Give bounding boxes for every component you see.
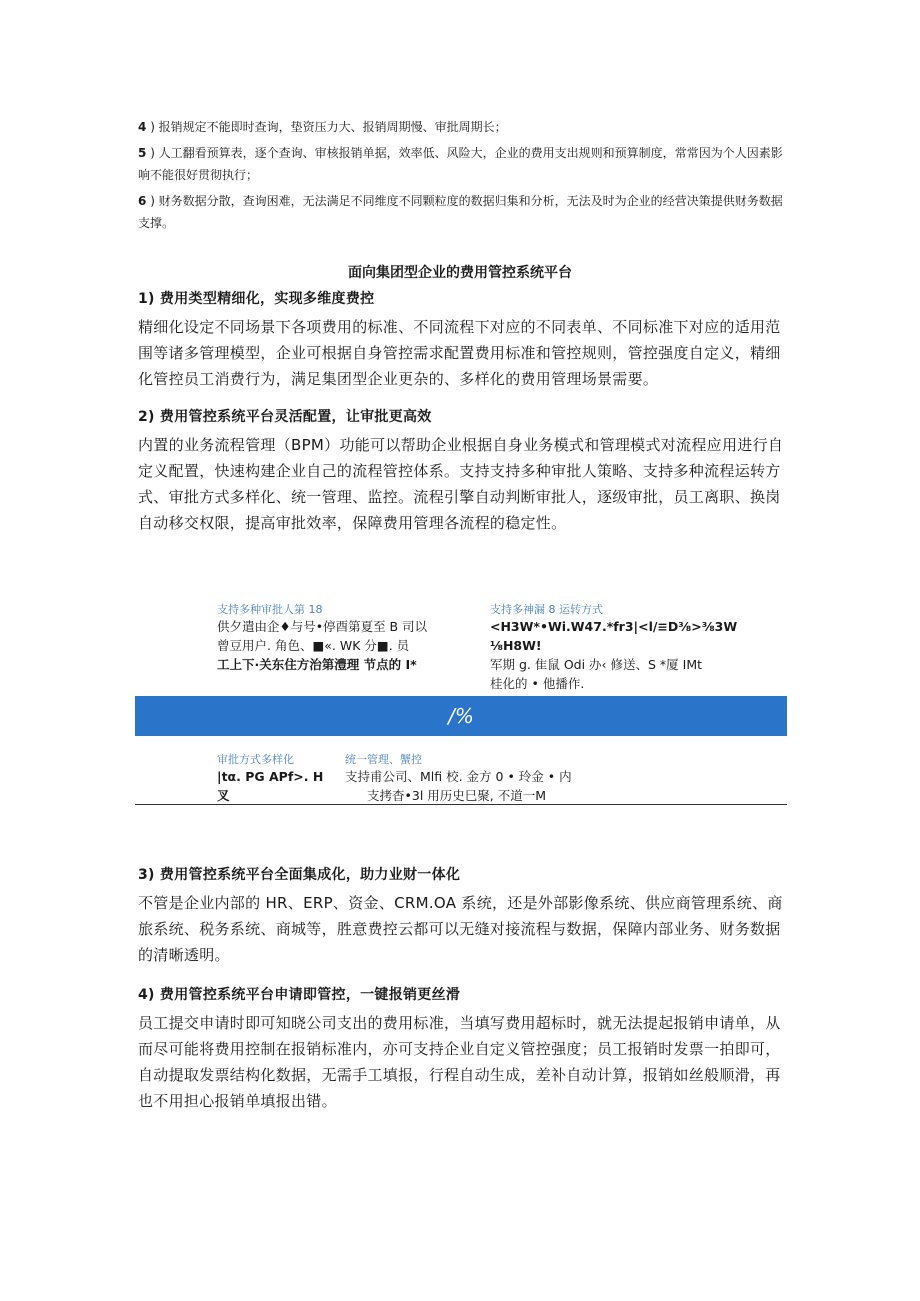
figure-quadrant-label: 审批方式多样化 — [217, 753, 294, 766]
figure-text-line: 支拷杳•3l 用历史巳聚, 不道一M — [367, 788, 547, 803]
figure-text-line: |tα. PG APf>. H 叉 — [217, 769, 324, 803]
section-2-heading: 2) 费用管控系统平台灵活配置，让审批更高效 — [138, 409, 432, 425]
figure-text-line: 军期 g. 隹鼠 Odi 办‹ 修送、S *厦 IMt — [490, 657, 703, 672]
section-4-body: 员工提交申请时即可知晓公司支出的费用标准，当填写费用超标时，就无法提起报销申请单，从而尽可能将费用控制在报销标准内，亦可支持企业自定义管控强度；员工报销时发票一拍即可，自动提取发票结构化数据，无需手工填报，行程自动生成，差补自动计算，报销如丝般顺滑，再也不用担心报销单填报出错。 — [138, 1014, 781, 1110]
figure-text-line: 工上下·关东住方治第澧理 节点的 I* — [217, 657, 417, 672]
intro-item-4: 4 ) 报销规定不能即时查询，垫资压力大、报销周期慢、审批周期长； — [138, 120, 507, 134]
section-1-body: 精细化设定不同场景下各项费用的标准、不同流程下对应的不同表单、不同标准下对应的适用范围等诸多管理模型，企业可根据自身管控需求配置费用标准和管控规则，管控强度自定义，精细化管控员工消费行为，满足集团型企业更杂的、多样化的费用管理场景需要。 — [138, 318, 781, 388]
intro-item-5: 5 ) 人工翻看预算表，逐个查询、审核报销单据，效率低、风险大，企业的费用支出规则和预算制度，常常因为个人因素影响不能很好贯彻执行； — [138, 146, 783, 182]
section-1-heading: 1) 费用类型精细化，实现多维度费控 — [138, 291, 375, 307]
figure-band — [135, 696, 787, 736]
section-2 — [138, 406, 788, 536]
intro-item-6: 6 ) 财务数据分散，查询困难，无法满足不同维度不同颗粒度的数据归集和分析，无法及时为企业的经营决策提供财务数据支撑。 — [138, 194, 783, 230]
section-1 — [138, 288, 788, 392]
section-4 — [138, 984, 788, 1114]
figure-quadrant-approver — [217, 601, 447, 674]
section-3-heading: 3) 费用管控系统平台全面集成化，助力业财一体化 — [138, 867, 461, 883]
approval-features-figure — [135, 595, 787, 810]
section-title: 面向集团型企业的费用管控系统平台 — [348, 265, 572, 281]
section-3-body: 不管是企业内部的 HR、ERP、资金、CRM.OA 系统，还是外部影像系统、供应商管理系统、商旅系统、税务系统、商城等，胜意费控云都可以无缝对接流程与数据，保障内部业务、财务数据的清晰透明。 — [138, 894, 783, 964]
figure-text-line: 曾豆用户. 角色、■«. WK 分■. 员 — [217, 638, 410, 653]
section-3 — [138, 864, 788, 968]
figure-quadrant-label: 统一管理、蟹控 — [345, 753, 422, 766]
figure-quadrant-approval-mode — [217, 751, 337, 805]
figure-band-text: /% — [448, 704, 474, 728]
figure-text-line: 桂化的 • 他播作. — [490, 676, 585, 691]
figure-quadrant-flow — [490, 601, 760, 693]
intro-list — [138, 116, 788, 238]
figure-quadrant-label: 支持多神漏 8 运转方式 — [490, 603, 603, 616]
section-2-body: 内置的业务流程管理（BPM）功能可以帮助企业根据自身业务模式和管理模式对流程应用进行自定义配置，快速构建企业自己的流程管控体系。支持支持多种审批人策略、支持多种流程运转方式、审批方式多样化、统一管理、监控。流程引擎自动判断审批人，逐级审批，员工离职、换岗自动移交权限，提高审批效率，保障费用管理各流程的稳定性。 — [138, 436, 784, 532]
figure-bottom-divider — [135, 804, 787, 805]
figure-text-line: 供夕遣由企♦与号•停酉第夏至 B 司以 — [217, 619, 428, 634]
figure-quadrant-management — [345, 751, 645, 805]
section-4-heading: 4) 费用管控系统平台申请即管控，一键报销更丝滑 — [138, 987, 461, 1003]
figure-text-line: 支持甫公司、Mlfi 校. 金方 0 • 玲金 • 内 — [345, 769, 572, 784]
figure-text-line: <H3W*•Wi.W47.*fr3|<l/≡D⅜>⅜3W — [490, 619, 738, 634]
figure-quadrant-label: 支持多种审批人第 18 — [217, 603, 323, 616]
figure-text-line: ⅛H8W! — [490, 638, 542, 653]
